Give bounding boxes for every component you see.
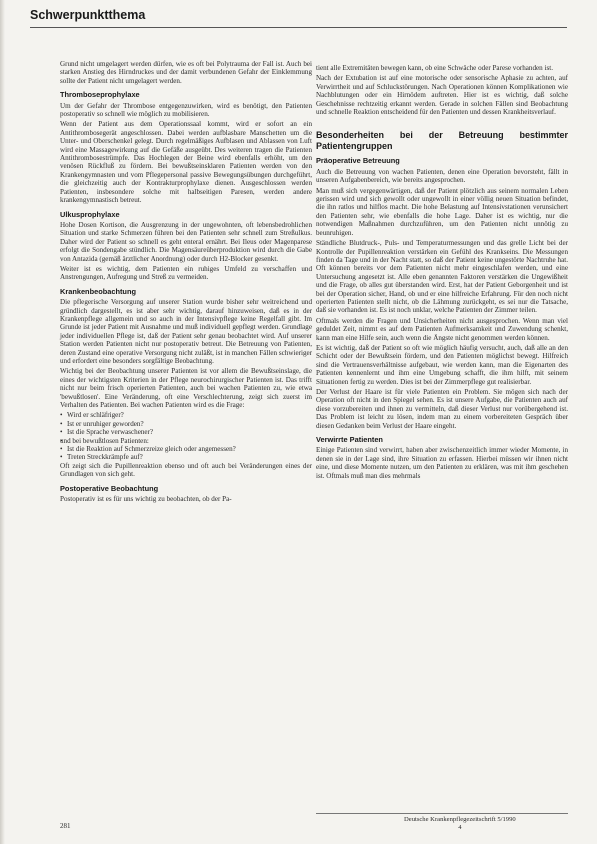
kranken-paragraph-1: Die pflegerische Versorgung auf unserer Station wurde bisher sehr weitreichend und gründlich dargestellt, es ist aber sehr wichtig, darauf hinzuweisen, daß es in der Krankenpflege allgemein und so auch in der Intensivpflege keine Regelfall gibt. Im Grunde ist jeder Patient mit Ausnahme und muß individuell gepflegt werden. Grundlage jeder individuellen Pflege ist, daß der Patient sehr genau beobachtet wird. Auf unserer Station werden Patienten nicht nur postoperativ betreut. Die Betreuung von Patienten, deren Zustand eine operative Versorgung nicht zuläßt, ist in manchen Fällen schwieriger und erfordert eine besonders sorgfältige Beobachtung. (60, 298, 312, 365)
journal-name: Deutsche Krankenpflegezeitschrift 5/1990 (404, 816, 516, 823)
footer-rule (316, 813, 568, 814)
left-intro-paragraph: Grund nicht umgelagert werden dürfen, wie es oft bei Polytrauma der Fall ist. Auch bei starken Anstieg des Hirndruckes und der damit verbundenen Gefahr der Einklemmung sollte der Patient nicht umgelagert werden. (60, 60, 312, 85)
list-item: • Ist die Reaktion auf Schmerzreize gleich oder angemessen? (60, 445, 312, 453)
ulkus-paragraph-1: Hohe Dosen Kortison, die Ausgrenzung in der ungewohnten, oft lebensbedrohlichen Situation und starke Schmerzen führen bei den Patienten sehr schnell zum Streßulkus. Daher wird der Patient so schnell es geht enteral ernährt. Bei Ileus oder Magenparese erfolgt die Sondengabe stündlich. Die Magensäureüberproduktion wird durch die Gabe von Antazida (gemäß ärztlicher Anordnung) oder durch H2-Blocker gesenkt. (60, 220, 312, 263)
page-header-title: Schwerpunktthema (30, 8, 146, 22)
right-intro-paragraph-2: Nach der Extubation ist auf eine motorische oder sensorische Aphasie zu achten, auf Verwirrtheit und auf Schluckstörungen. Nach Operationen können Komplikationen wie Nachblutungen oder ein Hirnödem auftreten. Hier ist es wichtig, daß solche Geschehnisse rechtzeitig erkannt werden. Gerade in solchen Fällen sind Beobachtung und schnelle Reaktion entscheidend für den Patienten und dessen Krankheitsverlauf. (316, 74, 568, 117)
section-heading-verwirrt: Verwirrte Patienten (316, 435, 383, 445)
thrombose-paragraph-2: Wenn der Patient aus dem Operationssaal kommt, wird er sofort an ein Antithrombosegerät angeschlossen. Dabei werden aufblasbare Manschetten um die Unter- und Oberschenkel gelegt. Durch regelmäßiges Aufblasen und Ablassen von Luft wird eine Massagewirkung auf die Gefäße ausgeübt. Des weiteren tragen die Patienten Antithrombosestrümpfe. Das Hochlegen der Beine wird ebenfalls erhöht, um den venösen Rückfluß zu fördern. Bei bewußtseinsklaren Patienten werden von den Krankengymnasten und vom Pflegepersonal passive Bewegungsübungen durchgeführt, die gleichzeitig auch der Kontrakturprophylaxe dienen. Ausgeschlossen werden Patienten, insbesondere solche mit halbseitigen Paresen, werden andere krankengymnastisch betreut. (60, 120, 312, 205)
praeop-paragraph-1: Auch die Betreuung von wachen Patienten, denen eine Operation bevorsteht, fällt in unseren Aufgabenbereich, wie bereits angesprochen. (316, 167, 568, 185)
postop-paragraph-1: Postoperativ ist es für uns wichtig zu beobachten, ob der Pa- (60, 495, 232, 504)
section-heading-praeoperativ: Präoperative Betreuung (316, 156, 400, 166)
page-header (30, 8, 567, 22)
section-heading-krankenbeobachtung: Krankenbeobachtung (60, 286, 136, 296)
praeop-paragraph-3: Ständliche Blutdruck-, Puls- und Temperaturmessungen und das grelle Licht bei der Kontrolle der Pupillenreaktion verstärken ein Gefühl des Krankseins. Die Messungen finden da Tage und in der Nacht statt, so daß der Patient keine ungestörte Nachtruhe hat. Oft können bereits vor dem Patienten nicht mehr eingeschlafen werden, und eine Untersuchung angesetzt ist. Alle eben genannten Faktoren verstärken die Ungewißheit und die Frage, ob alles gut überstanden wird. Erst, hat der Patient Geborgenheit und ist bei der Operation sicher, Hand, ob und er eine hilfreiche Erfahrung. Für den noch nicht operierten Patienten stellt nicht, ob die Lähmung zurückgeht, es sei nur die Tatsache, daß sie vorhanden ist. Es ist noch unklar, welche Patienten der Zimmer teilen. (316, 239, 568, 315)
praeop-paragraph-6: Der Verlust der Haare ist für viele Patienten ein Problem. Sie mögen sich nach der Operation oft nicht in den Spiegel sehen. Es ist unsere Aufgabe, die Patienten auch auf diese vorzubereiten und ihnen zu vermitteln, daß dieser Verlust nur vorübergehend ist. Das Problem ist leicht zu lösen, indem man zu einem vorbereiteten Gespräch über diesen Gedanken beim Verlust der Haare eingeht. (316, 388, 568, 430)
journal-issue-mark: 4 (458, 824, 462, 831)
section-heading-postoperativ: Postoperative Beobachtung (60, 483, 159, 493)
kranken-question-list (60, 411, 312, 461)
section-heading-ulkus: Ulkusprophylaxe (60, 209, 120, 219)
section-heading-besonderheiten: Besonderheiten bei der Betreuung bestimmter Patientengruppen (316, 130, 568, 151)
list-item: • Wird er schläfriger? (60, 411, 312, 419)
right-intro-paragraph-1: tient alle Extremitäten bewegen kann, ob eine Schwäche oder Parese vorhanden ist. (316, 64, 553, 72)
list-item: • Ist die Sprache verwaschener? (60, 428, 312, 436)
journal-reference (404, 816, 516, 832)
thrombose-paragraph-1: Um der Gefahr der Thrombose entgegenzuwirken, wird es benötigt, den Patienten postoperativ so schnell wie möglich zu mobilisieren. (60, 101, 312, 119)
page-number: 281 (60, 822, 71, 830)
praeop-paragraph-2: Man muß sich vergegenwärtigen, daß der Patient plötzlich aus seinem normalen Leben gerissen wird und sich gewollt oder ungewollt in einer völlig neuen Situation befindet, die ihn ratlos und hilflos macht. Die hohe Belastung auf Intensivstationen verunsichert den Patienten sehr, wie ebenfalls die hohe Lage. Daher ist es wichtig, nur die notwendigen Maßnahmen durchzuführen, um den Patienten nicht unnötig zu beunruhigen. (316, 186, 568, 237)
page-fold-shadow (0, 0, 5, 844)
list-item: • Treten Streckkrämpfe auf? (60, 453, 312, 461)
kranken-paragraph-2: Wichtig bei der Beobachtung unserer Patienten ist vor allem die Bewußtseinslage, die eines der wichtigsten Kriterien in der Pflege neurochirurgischer Patienten ist. Das trifft nicht nur beim frisch operierten Patienten, auch bei wachen Patienten zu, wie etwa 'bewußtlosen'. Eine Veränderung, oft eine Verschlechterung, zeigt sich zuerst im Verhalten des Patienten. Bei wachen Patienten wird es die Frage: (60, 367, 312, 410)
left-column (60, 60, 312, 506)
list-item: • Ist er unruhiger geworden? (60, 420, 312, 428)
praeop-paragraph-4: Oftmals werden die Fragen und Unsicherheiten nicht ausgesprochen. Wenn man viel geduldet Zeit, nimmt es auf dem Patienten Aufmerksamkeit und Zuwendung schenkt, kann man eine Hilfe sein, auch wenn die Ängste nicht genommen werden können. (316, 316, 568, 342)
list-item: • und bei bewußtlosen Patienten: (60, 437, 312, 445)
ulkus-paragraph-2: Weiter ist es wichtig, dem Patienten ein ruhiges Umfeld zu verschaffen und Anstrengungen, Aufregung und Streß zu vermeiden. (60, 264, 312, 282)
right-column (316, 64, 568, 482)
header-rule (30, 27, 567, 28)
kranken-paragraph-3: Oft zeigt sich die Pupillenreaktion ebenso und oft auch bei Veränderungen eines der Grundlagen von sich geht. (60, 461, 312, 479)
verwirrt-paragraph-1: Einige Patienten sind verwirrt, haben aber zwischenzeitlich immer wieder Momente, in denen sie in der Lage sind, ihre Situation zu erfassen. Hierbei müssen wir ihnen nicht eine, und diese Momente nutzen, um den Patienten zu erklären, was mit ihm geschehen ist. Oftmals muß man dies mehrmals (316, 446, 568, 480)
praeop-paragraph-5: Es ist wichtig, daß der Patient so oft wie möglich häufig versucht, auch, daß alle an den Schicht oder der Bewußtsein fördern, und den Patienten möglichst bewegt. Hilfreich sind die Vertrauensverhältnisse aufgebaut, wie werden kann, man die Eigenarten des Patienten kennenlernt und ihm eine Umgebung schafft, die ihm hilft, mit seinem Situationen fertig zu werden. Dies ist bei der Zimmerpflege gut realisierbar. (316, 343, 568, 386)
section-heading-thrombose: Thromboseprophylaxe (60, 90, 140, 100)
